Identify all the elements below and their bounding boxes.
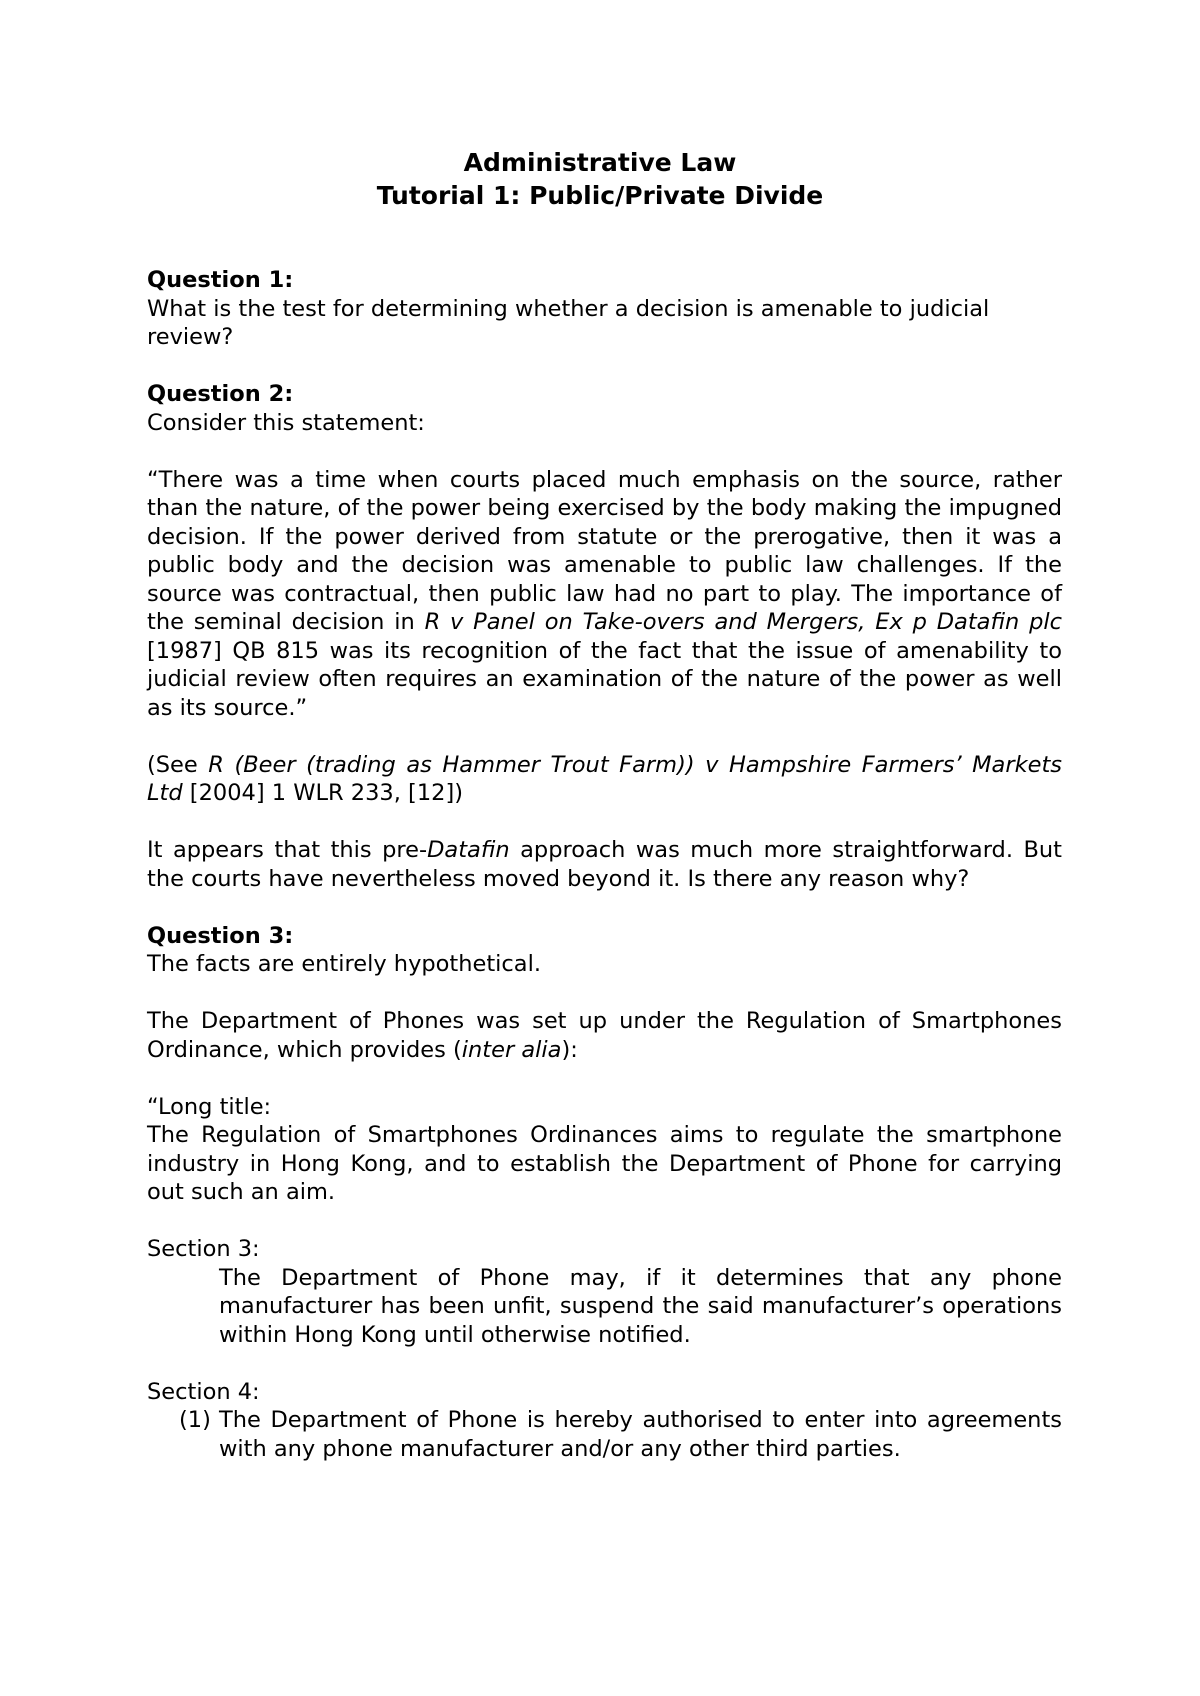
section-4-label: Section 4: [147, 1378, 260, 1405]
question-2-intro-block [147, 380, 1062, 437]
question-2-prompt [147, 836, 1062, 893]
quote-text-part1: “There was a time when courts placed much emphasis on the source, rather than the nature, of the power being exercised by the body making the impugned decision. If the power derived from statute or the prerogative, then it was a public body and the decision was amenable to public law challenges. If the source was contractual, then public law had no part to play. The importance of the seminal decision in [147, 466, 1062, 635]
document-subtitle: Tutorial 1: Public/Private Divide [376, 181, 824, 210]
section-3-text: The Department of Phone may, if it determines that any phone manufacturer has been unfit, suspend the said manufacturer’s operations within Hong Kong until otherwise notified. [219, 1264, 1062, 1348]
department-part2: ): [561, 1036, 578, 1063]
section-4-item-text: The Department of Phone is hereby authorised to enter into agreements with any phone manufacturer and/or any other third parties. [219, 1407, 1062, 1462]
question-3-facts: The facts are entirely hypothetical. [147, 951, 541, 977]
question-3-department [147, 1007, 1062, 1064]
section-4-item-1 [179, 1406, 1062, 1463]
citation-close: [2004] 1 WLR 233, [12]) [182, 780, 464, 806]
department-part1: The Department of Phones was set up under the Regulation of Smartphones Ordinance, which provides ( [147, 1008, 1062, 1063]
prompt-part2: approach was much more straightforward. But the courts have nevertheless moved beyond it. Is there any reason why? [147, 837, 1062, 892]
long-title-text: The Regulation of Smartphones Ordinances aims to regulate the smartphone industry in Hong Kong, and to establish the Department of Phone for carrying out such an aim. [147, 1122, 1062, 1205]
question-3-heading: Question 3: [147, 922, 294, 949]
quote-text-part2: [1987] QB 815 was its recognition of the fact that the issue of amenability to judicial review often requires an examination of the nature of the power as well as its source.” [147, 637, 1062, 721]
question-1 [147, 266, 1062, 352]
long-title-label: “Long title: [147, 1093, 272, 1120]
question-2-intro: Consider this statement: [147, 409, 425, 436]
question-1-heading: Question 1: [147, 267, 294, 293]
title-block [0, 146, 1200, 212]
question-2-heading: Question 2: [147, 381, 294, 407]
long-title-block [147, 1093, 1062, 1207]
quote-case-name: R v Panel on Take-overs and Mergers, Ex p Datafin plc [424, 609, 1062, 635]
question-2-citation [147, 751, 1062, 808]
prompt-italic: Datafin [427, 837, 510, 863]
question-2-quote [147, 466, 1062, 723]
department-italic: inter alia [461, 1036, 562, 1063]
prompt-part1: It appears that this pre- [147, 837, 428, 863]
question-1-text: What is the test for determining whether a decision is amenable to judicial review? [147, 295, 990, 350]
document-title: Administrative Law [463, 148, 737, 177]
document-body [147, 266, 1062, 1463]
section-3-label: Section 3: [147, 1236, 260, 1262]
citation-case-name: R (Beer (trading as Hammer Trout Farm)) v Hampshire Farmers’ Markets Ltd [147, 751, 1063, 806]
section-4-item-number: (1) [179, 1407, 211, 1433]
question-3-intro-block [147, 922, 1062, 979]
citation-open: (See [147, 751, 209, 778]
